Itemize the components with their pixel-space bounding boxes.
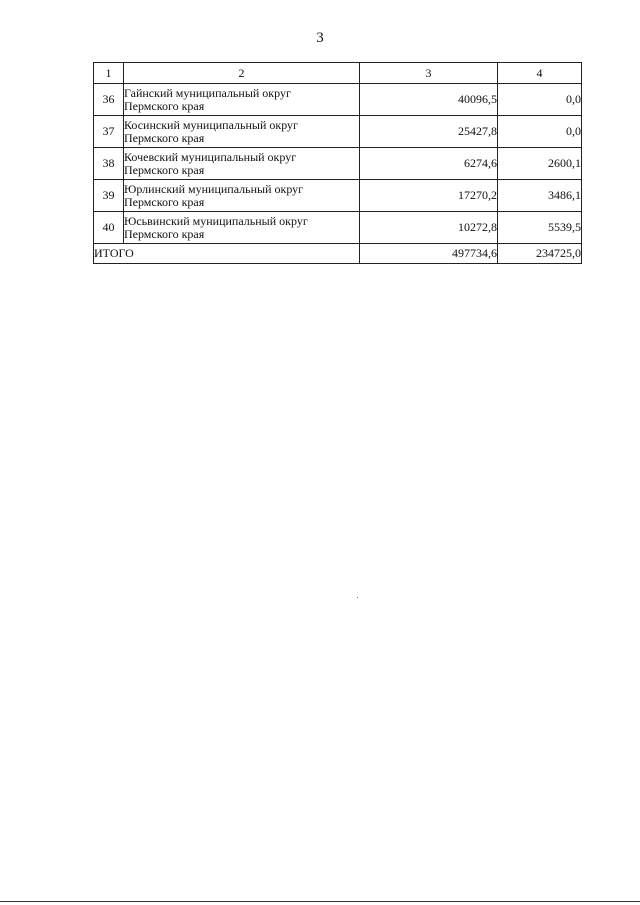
district-name-line1: Косинский муниципальный округ xyxy=(124,117,298,132)
row-number: 37 xyxy=(94,116,124,148)
district-name-line2: Пермского края xyxy=(124,130,205,145)
column-header-1: 1 xyxy=(94,63,124,84)
district-name-line2: Пермского края xyxy=(124,194,205,209)
value-col3: 6274,6 xyxy=(360,148,498,180)
district-name-line1: Гайнский муниципальный округ xyxy=(124,85,291,100)
table-row xyxy=(94,84,582,116)
district-name-line1: Юсьвинский муниципальный округ xyxy=(124,213,308,228)
page-bottom-edge xyxy=(0,901,640,902)
column-header-2: 2 xyxy=(124,63,360,84)
header-row xyxy=(94,63,582,84)
total-col4: 234725,0 xyxy=(498,244,582,264)
district-name xyxy=(124,116,360,148)
total-label: ИТОГО xyxy=(94,244,360,264)
district-name-line1: Юрлинский муниципальный округ xyxy=(124,181,304,196)
district-name-line1: Кочевский муниципальный округ xyxy=(124,149,297,164)
table-row xyxy=(94,116,582,148)
column-header-3: 3 xyxy=(360,63,498,84)
district-name-line2: Пермского края xyxy=(124,226,205,241)
table-row xyxy=(94,148,582,180)
value-col4: 5539,5 xyxy=(498,212,582,244)
row-number: 39 xyxy=(94,180,124,212)
district-name xyxy=(124,212,360,244)
scan-speck xyxy=(357,597,358,598)
value-col4: 0,0 xyxy=(498,116,582,148)
table-row xyxy=(94,212,582,244)
column-header-4: 4 xyxy=(498,63,582,84)
district-name xyxy=(124,180,360,212)
district-name xyxy=(124,148,360,180)
row-number: 36 xyxy=(94,84,124,116)
budget-table xyxy=(93,62,582,264)
page-number: 3 xyxy=(316,30,324,46)
value-col3: 10272,8 xyxy=(360,212,498,244)
value-col4: 2600,1 xyxy=(498,148,582,180)
value-col4: 0,0 xyxy=(498,84,582,116)
total-col3: 497734,6 xyxy=(360,244,498,264)
value-col3: 40096,5 xyxy=(360,84,498,116)
value-col3: 25427,8 xyxy=(360,116,498,148)
table-row xyxy=(94,180,582,212)
total-row xyxy=(94,244,582,264)
row-number: 40 xyxy=(94,212,124,244)
district-name-line2: Пермского края xyxy=(124,98,205,113)
district-name-line2: Пермского края xyxy=(124,162,205,177)
value-col3: 17270,2 xyxy=(360,180,498,212)
row-number: 38 xyxy=(94,148,124,180)
district-name xyxy=(124,84,360,116)
value-col4: 3486,1 xyxy=(498,180,582,212)
